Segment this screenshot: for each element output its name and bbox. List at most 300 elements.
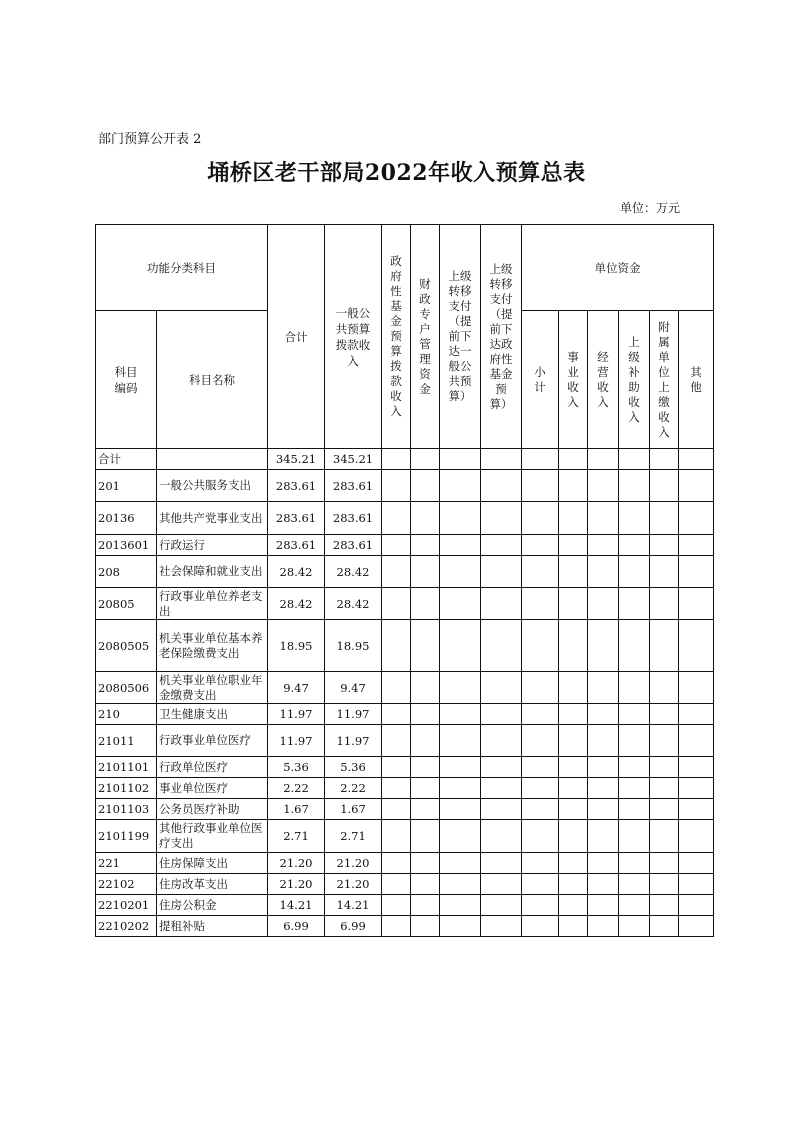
- row-empty-cell: [559, 853, 588, 874]
- row-empty-cell: [559, 620, 588, 672]
- row-empty-cell: [382, 704, 411, 725]
- row-empty-cell: [382, 916, 411, 937]
- row-empty-cell: [522, 672, 559, 704]
- row-empty-cell: [588, 757, 619, 778]
- row-name: 行政事业单位养老支出: [157, 588, 268, 620]
- func-class-header: 功能分类科目: [96, 225, 268, 311]
- row-empty-cell: [440, 853, 481, 874]
- row-empty-cell: [679, 778, 714, 799]
- row-empty-cell: [588, 556, 619, 588]
- table-row: [96, 853, 714, 874]
- row-empty-cell: [481, 874, 522, 895]
- row-empty-cell: [679, 757, 714, 778]
- row-general-budget: 2.71: [325, 820, 382, 853]
- row-empty-cell: [588, 725, 619, 757]
- upper-subsidy-header: [619, 311, 650, 449]
- row-empty-cell: [411, 725, 440, 757]
- row-empty-cell: [679, 588, 714, 620]
- row-empty-cell: [559, 874, 588, 895]
- row-empty-cell: [679, 874, 714, 895]
- row-empty-cell: [588, 874, 619, 895]
- row-empty-cell: [588, 704, 619, 725]
- row-empty-cell: [650, 820, 679, 853]
- row-code: 210: [96, 704, 157, 725]
- row-empty-cell: [619, 470, 650, 502]
- table-row: [96, 778, 714, 799]
- row-empty-cell: [522, 556, 559, 588]
- row-empty-cell: [588, 778, 619, 799]
- row-empty-cell: [619, 704, 650, 725]
- row-empty-cell: [481, 799, 522, 820]
- row-general-budget: 283.61: [325, 535, 382, 556]
- row-empty-cell: [440, 449, 481, 470]
- row-general-budget: 21.20: [325, 874, 382, 895]
- row-empty-cell: [650, 895, 679, 916]
- row-code: 2080505: [96, 620, 157, 672]
- row-code: 2080506: [96, 672, 157, 704]
- fiscal-special-header-text: 财政专户管理资金: [419, 276, 431, 396]
- row-name: 住房保障支出: [157, 853, 268, 874]
- upper-fund-header-text: 上级转移支付（提前下达政府性基金预算）: [489, 261, 513, 411]
- unit-label: 单位：万元: [620, 201, 681, 215]
- row-empty-cell: [559, 916, 588, 937]
- income-budget-table: [95, 224, 714, 937]
- row-empty-cell: [481, 620, 522, 672]
- row-empty-cell: [559, 535, 588, 556]
- row-empty-cell: [679, 799, 714, 820]
- other-header: [679, 311, 714, 449]
- operating-income-header: [588, 311, 619, 449]
- row-empty-cell: [650, 853, 679, 874]
- row-general-budget: 345.21: [325, 449, 382, 470]
- table-row: [96, 725, 714, 757]
- table-row: [96, 916, 714, 937]
- row-empty-cell: [679, 620, 714, 672]
- row-empty-cell: [440, 895, 481, 916]
- page-title: 埇桥区老干部局2022年收入预算总表: [207, 160, 586, 186]
- row-general-budget: 9.47: [325, 672, 382, 704]
- row-empty-cell: [588, 820, 619, 853]
- operating-income-header-text: 经营收入: [597, 349, 609, 409]
- row-empty-cell: [650, 449, 679, 470]
- row-empty-cell: [411, 799, 440, 820]
- row-total: 9.47: [268, 672, 325, 704]
- row-empty-cell: [382, 449, 411, 470]
- row-empty-cell: [440, 778, 481, 799]
- row-code: 22102: [96, 874, 157, 895]
- table-row: [96, 874, 714, 895]
- row-empty-cell: [411, 620, 440, 672]
- code-header: [96, 311, 157, 449]
- row-name: 卫生健康支出: [157, 704, 268, 725]
- row-empty-cell: [382, 874, 411, 895]
- row-empty-cell: [481, 556, 522, 588]
- table-row: [96, 556, 714, 588]
- row-empty-cell: [411, 916, 440, 937]
- row-empty-cell: [440, 470, 481, 502]
- row-empty-cell: [481, 535, 522, 556]
- row-empty-cell: [382, 757, 411, 778]
- row-empty-cell: [588, 588, 619, 620]
- row-empty-cell: [679, 449, 714, 470]
- row-code: 2013601: [96, 535, 157, 556]
- row-empty-cell: [522, 916, 559, 937]
- row-name: 行政运行: [157, 535, 268, 556]
- row-general-budget: 1.67: [325, 799, 382, 820]
- row-empty-cell: [481, 588, 522, 620]
- row-name: 住房改革支出: [157, 874, 268, 895]
- row-empty-cell: [650, 757, 679, 778]
- row-empty-cell: [522, 588, 559, 620]
- row-empty-cell: [650, 470, 679, 502]
- row-empty-cell: [559, 588, 588, 620]
- row-empty-cell: [559, 672, 588, 704]
- row-empty-cell: [440, 874, 481, 895]
- row-empty-cell: [481, 916, 522, 937]
- table-row: [96, 704, 714, 725]
- row-total: 283.61: [268, 470, 325, 502]
- row-empty-cell: [411, 820, 440, 853]
- row-empty-cell: [679, 820, 714, 853]
- row-total: 11.97: [268, 725, 325, 757]
- row-empty-cell: [588, 620, 619, 672]
- row-empty-cell: [559, 895, 588, 916]
- row-code: 221: [96, 853, 157, 874]
- name-header: 科目名称: [157, 311, 268, 449]
- row-empty-cell: [481, 895, 522, 916]
- row-empty-cell: [650, 704, 679, 725]
- row-empty-cell: [619, 853, 650, 874]
- row-code: 20805: [96, 588, 157, 620]
- row-empty-cell: [481, 820, 522, 853]
- row-empty-cell: [619, 778, 650, 799]
- row-empty-cell: [588, 672, 619, 704]
- row-code: 2210202: [96, 916, 157, 937]
- row-empty-cell: [619, 556, 650, 588]
- row-total: 283.61: [268, 535, 325, 556]
- row-total: 2.71: [268, 820, 325, 853]
- row-empty-cell: [411, 704, 440, 725]
- table-row: [96, 502, 714, 535]
- document-label: 部门预算公开表 2: [98, 132, 202, 147]
- row-empty-cell: [559, 470, 588, 502]
- table-row: [96, 672, 714, 704]
- row-empty-cell: [588, 470, 619, 502]
- row-empty-cell: [522, 502, 559, 535]
- row-empty-cell: [382, 778, 411, 799]
- row-empty-cell: [411, 535, 440, 556]
- row-empty-cell: [559, 725, 588, 757]
- row-empty-cell: [650, 799, 679, 820]
- row-empty-cell: [522, 799, 559, 820]
- row-empty-cell: [679, 470, 714, 502]
- row-empty-cell: [619, 535, 650, 556]
- row-empty-cell: [481, 725, 522, 757]
- row-general-budget: 11.97: [325, 725, 382, 757]
- row-empty-cell: [382, 620, 411, 672]
- row-empty-cell: [440, 588, 481, 620]
- row-empty-cell: [522, 535, 559, 556]
- row-name: 公务员医疗补助: [157, 799, 268, 820]
- row-total: 28.42: [268, 588, 325, 620]
- row-name: 住房公积金: [157, 895, 268, 916]
- upper-subsidy-header-text: 上级补助收入: [628, 334, 640, 424]
- row-total: 11.97: [268, 704, 325, 725]
- table-row: [96, 535, 714, 556]
- row-empty-cell: [559, 778, 588, 799]
- row-empty-cell: [440, 535, 481, 556]
- row-empty-cell: [382, 820, 411, 853]
- row-total: 345.21: [268, 449, 325, 470]
- row-name: 其他共产党事业支出: [157, 502, 268, 535]
- row-empty-cell: [481, 502, 522, 535]
- row-empty-cell: [382, 672, 411, 704]
- row-empty-cell: [382, 588, 411, 620]
- row-empty-cell: [650, 556, 679, 588]
- row-empty-cell: [559, 799, 588, 820]
- row-empty-cell: [559, 704, 588, 725]
- row-empty-cell: [411, 588, 440, 620]
- total-header: 合计: [268, 225, 325, 449]
- row-empty-cell: [382, 535, 411, 556]
- row-general-budget: 28.42: [325, 588, 382, 620]
- row-empty-cell: [411, 778, 440, 799]
- row-total: 5.36: [268, 757, 325, 778]
- row-empty-cell: [382, 799, 411, 820]
- row-total: 28.42: [268, 556, 325, 588]
- fiscal-special-header: [411, 225, 440, 449]
- code-header-text: 科目编码: [114, 364, 138, 395]
- other-header-text: 其他: [690, 364, 702, 394]
- row-empty-cell: [440, 556, 481, 588]
- row-name: 社会保障和就业支出: [157, 556, 268, 588]
- row-general-budget: 18.95: [325, 620, 382, 672]
- row-empty-cell: [679, 895, 714, 916]
- row-total: 6.99: [268, 916, 325, 937]
- row-empty-cell: [559, 556, 588, 588]
- row-empty-cell: [411, 556, 440, 588]
- table-row: [96, 820, 714, 853]
- row-empty-cell: [619, 916, 650, 937]
- row-empty-cell: [481, 853, 522, 874]
- row-name: 一般公共服务支出: [157, 470, 268, 502]
- row-empty-cell: [411, 672, 440, 704]
- row-code: 2210201: [96, 895, 157, 916]
- row-empty-cell: [679, 535, 714, 556]
- row-name: 行政单位医疗: [157, 757, 268, 778]
- row-general-budget: 283.61: [325, 470, 382, 502]
- row-empty-cell: [411, 470, 440, 502]
- row-empty-cell: [522, 820, 559, 853]
- row-empty-cell: [440, 799, 481, 820]
- row-empty-cell: [619, 820, 650, 853]
- row-empty-cell: [481, 672, 522, 704]
- row-empty-cell: [411, 895, 440, 916]
- row-empty-cell: [440, 620, 481, 672]
- row-empty-cell: [522, 725, 559, 757]
- row-empty-cell: [679, 672, 714, 704]
- row-general-budget: 28.42: [325, 556, 382, 588]
- row-empty-cell: [619, 588, 650, 620]
- row-empty-cell: [650, 620, 679, 672]
- row-empty-cell: [522, 470, 559, 502]
- table-row: [96, 799, 714, 820]
- row-empty-cell: [382, 556, 411, 588]
- affiliate-income-header-text: 附属单位上缴收入: [658, 319, 670, 439]
- general-budget-header-text: 一般公共预算拨款收入: [335, 305, 371, 368]
- row-empty-cell: [679, 502, 714, 535]
- row-name: 提租补贴: [157, 916, 268, 937]
- row-empty-cell: [679, 556, 714, 588]
- row-empty-cell: [619, 895, 650, 916]
- row-empty-cell: [522, 874, 559, 895]
- business-income-header: [559, 311, 588, 449]
- row-empty-cell: [522, 757, 559, 778]
- row-empty-cell: [679, 916, 714, 937]
- row-empty-cell: [440, 672, 481, 704]
- row-empty-cell: [522, 778, 559, 799]
- row-empty-cell: [440, 757, 481, 778]
- row-empty-cell: [382, 725, 411, 757]
- upper-fund-header: [481, 225, 522, 449]
- row-empty-cell: [619, 757, 650, 778]
- row-total: 21.20: [268, 874, 325, 895]
- upper-general-header-text: 上级转移支付（提前下达一般公共预算）: [448, 269, 472, 403]
- row-empty-cell: [619, 672, 650, 704]
- row-code: 2101199: [96, 820, 157, 853]
- table-row: [96, 470, 714, 502]
- row-empty-cell: [522, 620, 559, 672]
- row-name: 事业单位医疗: [157, 778, 268, 799]
- unit-funds-header: 单位资金: [522, 225, 714, 311]
- row-empty-cell: [679, 725, 714, 757]
- row-empty-cell: [619, 620, 650, 672]
- row-general-budget: 2.22: [325, 778, 382, 799]
- general-budget-header: [325, 225, 382, 449]
- row-empty-cell: [481, 757, 522, 778]
- row-empty-cell: [588, 449, 619, 470]
- row-empty-cell: [382, 853, 411, 874]
- row-code: 20136: [96, 502, 157, 535]
- gov-fund-header-text: 政府性基金预算拨款收入: [390, 254, 402, 418]
- row-name: 机关事业单位职业年金缴费支出: [157, 672, 268, 704]
- row-general-budget: 5.36: [325, 757, 382, 778]
- row-empty-cell: [619, 502, 650, 535]
- row-total: 2.22: [268, 778, 325, 799]
- row-empty-cell: [440, 704, 481, 725]
- row-empty-cell: [522, 895, 559, 916]
- row-empty-cell: [411, 853, 440, 874]
- row-empty-cell: [559, 502, 588, 535]
- row-empty-cell: [382, 502, 411, 535]
- affiliate-income-header: [650, 311, 679, 449]
- row-empty-cell: [481, 778, 522, 799]
- row-general-budget: 6.99: [325, 916, 382, 937]
- row-empty-cell: [411, 757, 440, 778]
- row-empty-cell: [650, 588, 679, 620]
- row-general-budget: 11.97: [325, 704, 382, 725]
- row-empty-cell: [481, 470, 522, 502]
- row-empty-cell: [481, 704, 522, 725]
- table-row: [96, 620, 714, 672]
- row-empty-cell: [619, 874, 650, 895]
- row-empty-cell: [679, 704, 714, 725]
- row-empty-cell: [650, 725, 679, 757]
- row-empty-cell: [440, 916, 481, 937]
- row-empty-cell: [522, 449, 559, 470]
- row-code: 合计: [96, 449, 157, 470]
- row-empty-cell: [522, 704, 559, 725]
- row-empty-cell: [650, 916, 679, 937]
- row-empty-cell: [440, 820, 481, 853]
- row-general-budget: 283.61: [325, 502, 382, 535]
- row-empty-cell: [650, 778, 679, 799]
- row-name: 行政事业单位医疗: [157, 725, 268, 757]
- row-general-budget: 21.20: [325, 853, 382, 874]
- row-empty-cell: [382, 470, 411, 502]
- row-empty-cell: [481, 449, 522, 470]
- row-name: 其他行政事业单位医疗支出: [157, 820, 268, 853]
- row-empty-cell: [440, 502, 481, 535]
- row-empty-cell: [559, 820, 588, 853]
- row-name: [157, 449, 268, 470]
- subtotal-header-text: 小计: [534, 364, 546, 394]
- row-general-budget: 14.21: [325, 895, 382, 916]
- row-empty-cell: [588, 895, 619, 916]
- row-code: 2101102: [96, 778, 157, 799]
- row-empty-cell: [650, 874, 679, 895]
- business-income-header-text: 事业收入: [567, 349, 579, 409]
- row-empty-cell: [522, 853, 559, 874]
- row-code: 2101103: [96, 799, 157, 820]
- row-empty-cell: [619, 725, 650, 757]
- row-empty-cell: [411, 449, 440, 470]
- row-code: 208: [96, 556, 157, 588]
- row-empty-cell: [588, 799, 619, 820]
- row-empty-cell: [679, 853, 714, 874]
- row-empty-cell: [619, 799, 650, 820]
- table-row: [96, 449, 714, 470]
- row-empty-cell: [559, 449, 588, 470]
- table-row: [96, 757, 714, 778]
- row-empty-cell: [588, 535, 619, 556]
- table-row: [96, 895, 714, 916]
- row-total: 283.61: [268, 502, 325, 535]
- row-empty-cell: [588, 853, 619, 874]
- row-code: 201: [96, 470, 157, 502]
- row-empty-cell: [411, 502, 440, 535]
- upper-general-header: [440, 225, 481, 449]
- row-code: 2101101: [96, 757, 157, 778]
- gov-fund-header: [382, 225, 411, 449]
- row-empty-cell: [440, 725, 481, 757]
- row-empty-cell: [650, 535, 679, 556]
- row-name: 机关事业单位基本养老保险缴费支出: [157, 620, 268, 672]
- row-empty-cell: [650, 502, 679, 535]
- row-empty-cell: [650, 672, 679, 704]
- row-total: 14.21: [268, 895, 325, 916]
- row-total: 1.67: [268, 799, 325, 820]
- row-empty-cell: [619, 449, 650, 470]
- row-empty-cell: [588, 916, 619, 937]
- table-row: [96, 588, 714, 620]
- row-code: 21011: [96, 725, 157, 757]
- row-empty-cell: [411, 874, 440, 895]
- row-empty-cell: [382, 895, 411, 916]
- subtotal-header: [522, 311, 559, 449]
- row-total: 18.95: [268, 620, 325, 672]
- row-total: 21.20: [268, 853, 325, 874]
